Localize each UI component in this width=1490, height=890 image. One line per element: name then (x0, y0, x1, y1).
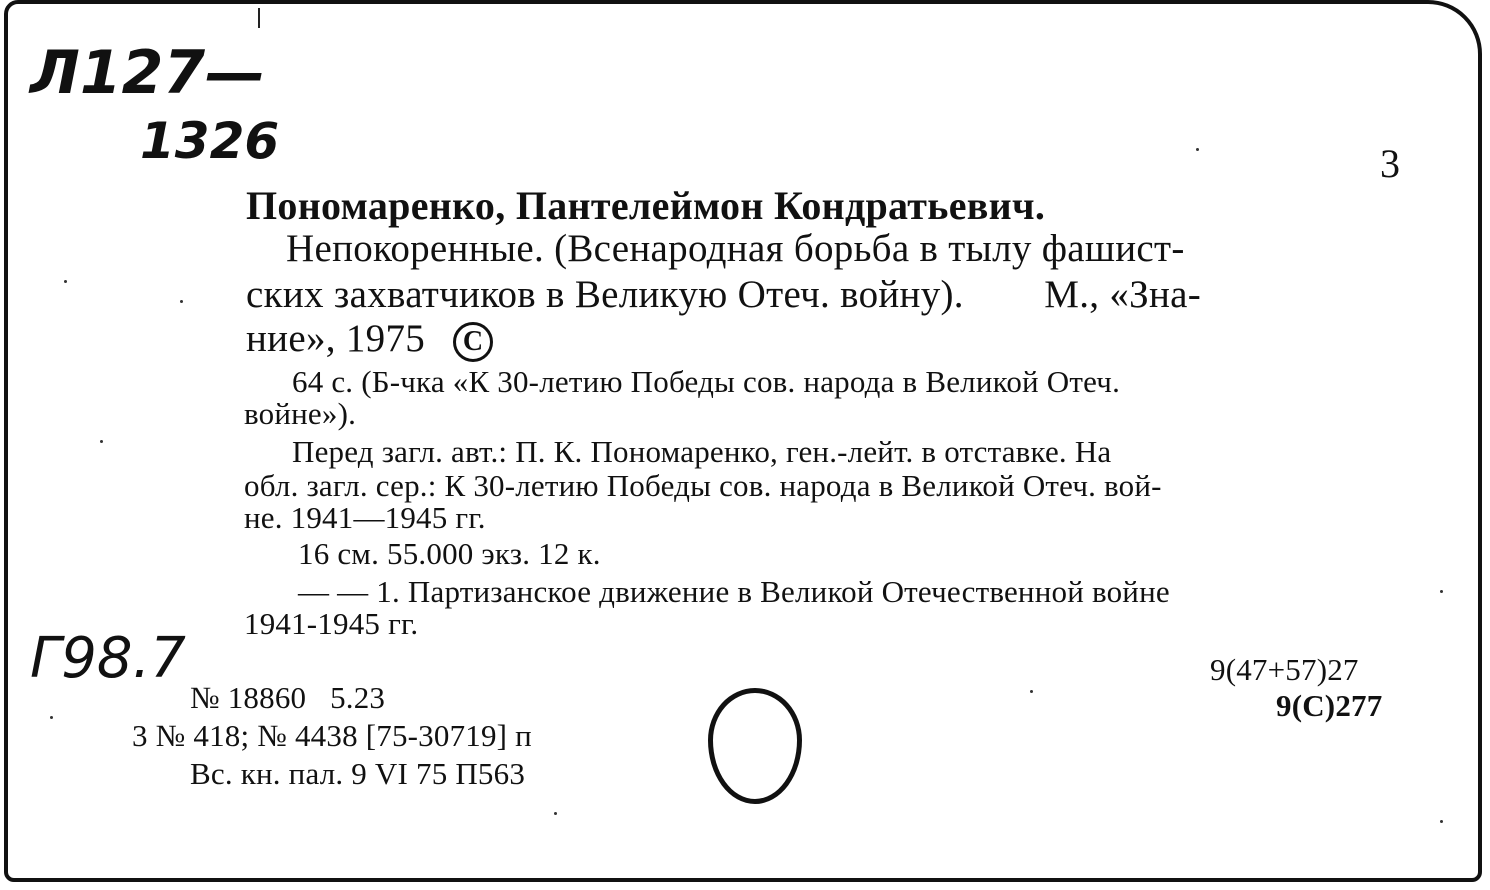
scan-speck (100, 440, 103, 443)
scan-speck (180, 300, 183, 303)
scan-mark (258, 8, 260, 28)
title-line-2: ских захватчиков в Великую Отеч. войну). М., «Зна- (246, 273, 1202, 316)
note-line-3: не. 1941—1945 гг. (244, 500, 486, 535)
size-price-line: 16 см. 55.000 экз. 12 к. (298, 536, 601, 571)
handwritten-call-number-sub: 1326 (140, 112, 280, 170)
imprint-year: ние», 1975 (246, 317, 426, 360)
scan-speck (554, 812, 557, 815)
scan-speck (64, 280, 67, 283)
footer-line-1: № 18860 5.23 (190, 680, 386, 715)
subject-line-1: — — 1. Партизанское движение в Великой Отечественной войне (298, 574, 1170, 609)
scan-speck (1440, 820, 1443, 823)
scan-speck (1440, 590, 1443, 593)
subject-line-2: 1941-1945 гг. (244, 606, 419, 641)
collation-line-1: 64 с. (Б-чка «К 30-летию Победы сов. народа в Великой Отеч. (292, 364, 1121, 399)
footer-line-2: 3 № 418; № 4438 [75-30719] п (132, 718, 532, 753)
handwritten-shelf-mark: Г98.7 (30, 626, 186, 691)
note-line-1: Перед загл. авт.: П. К. Пономаренко, ген.-лейт. в отставке. На (292, 434, 1112, 469)
title-line-3 (246, 316, 493, 362)
scan-speck (1030, 690, 1033, 693)
footer-line-3: Вс. кн. пал. 9 VI 75 П563 (190, 756, 526, 791)
corner-number: 3 (1380, 141, 1400, 186)
note-line-2: обл. загл. сер.: К 30-летию Победы сов. народа в Великой Отеч. вой- (244, 468, 1162, 503)
classification-1: 9(47+57)27 (1210, 652, 1359, 687)
classification-2: 9(С)277 (1276, 688, 1383, 723)
copyright-icon: C (453, 322, 493, 362)
handwritten-call-number: Л127— (30, 38, 266, 108)
scan-speck (1196, 148, 1199, 151)
collation-line-2: войне»). (244, 396, 357, 431)
title-line-1: Непокоренные. (Всенародная борьба в тылу фашист- (286, 227, 1185, 270)
author-heading: Пономаренко, Пантелеймон Кондратьевич. (246, 183, 1046, 228)
scan-speck (50, 716, 53, 719)
